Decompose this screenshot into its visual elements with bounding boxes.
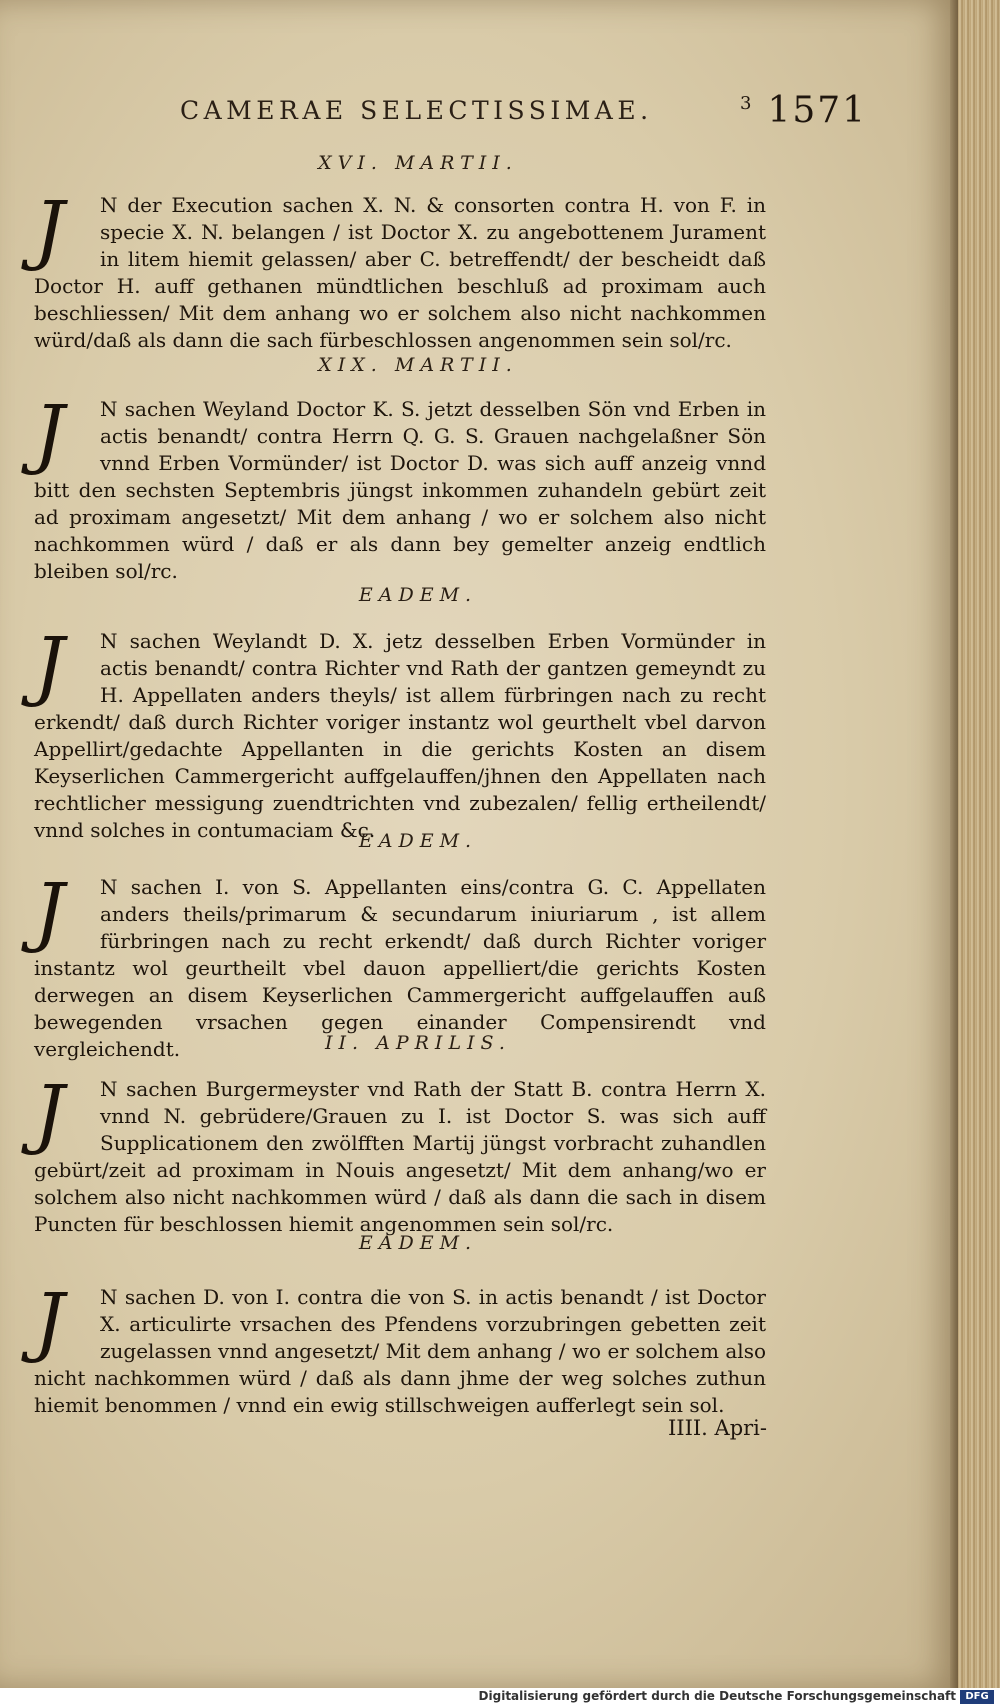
folio-small: 3 [740, 93, 754, 114]
section-date: EADEM. [358, 830, 478, 852]
entry-paragraph [34, 1276, 766, 1419]
page-edges [958, 0, 1000, 1688]
section-date: EADEM. [358, 584, 478, 606]
catchword: IIII. Apri- [668, 1416, 767, 1440]
running-head: CAMERAE SELECTISSIMAE. [180, 96, 653, 125]
entry-paragraph [34, 388, 766, 585]
drop-cap: J [34, 620, 65, 709]
entry-text: N sachen Burgermeyster vnd Rath der Statt B. contra Herrn X. vnnd N. gebrüdere/Grauen zu I. ist Doctor S. was sich auff Supplicationem den zwölfften Martij jüngst vorbracht zuhandlen gebürt/zeit ad proximam in Nouis angesetzt/ Mit dem anhang/wo er solchem also nicht nachkommen würd / daß als dann die sach in disem Puncten für beschlossen hiemit angenommen sein sol/rc. [34, 1077, 766, 1236]
drop-cap: J [34, 1276, 65, 1365]
entry-paragraph [34, 184, 766, 354]
entry-text: N sachen Weylandt D. X. jetz desselben Erben Vormünder in actis benandt/ contra Richter vnd Rath der gantzen gemeyndt zu H. Appellaten anders theyls/ ist allem fürbringen nach zu recht erkendt/ daß durch Richter voriger instantz wol geurthelt vbel darvon Appellirt/gedachte Appellanten in die gerichts Kosten an disem Keyserlichen Cammergericht auffgelauffen/jhnen den Appellaten nach rechtlicher messigung zuendtrichten vnd zubezalen/ fellig ertheilendt/ vnnd solches in contumaciam &c. [34, 629, 766, 842]
entry-text: N sachen I. von S. Appellanten eins/contra G. C. Appellaten anders theils/primarum & secundarum iniuriarum , ist allem fürbringen nach zu recht erkendt/ daß durch Richter voriger instantz wol geurtheilt vbel dauon appelliert/die gerichts Kosten derwegen an disem Keyserlichen Cammergericht auffgelauffen auß bewegenden vrsachen gegen einander Compensirendt vnd vergleichendt. [34, 875, 766, 1061]
drop-cap: J [34, 866, 65, 955]
section-date: XVI. MARTII. [318, 152, 518, 174]
entry-paragraph [34, 1068, 766, 1238]
footer-credit: Digitalisierung gefördert durch die Deutsche Forschungsgemeinschaft [478, 1689, 956, 1703]
drop-cap: J [34, 1068, 65, 1157]
entry-text: N sachen D. von I. contra die von S. in actis benandt / ist Doctor X. articulirte vrsachen des Pfendens vorzubringen gebetten zeit zugelassen vnnd angesetzt/ Mit dem anhang / wo er solchem also nicht nachkommen würd / daß als dann jhme der weg solches zuthun hiemit benommen / vnnd ein ewig stillschweigen aufferlegt sein sol. [34, 1285, 766, 1417]
entry-text: N der Execution sachen X. N. & consorten contra H. von F. in specie X. N. belangen / ist Doctor X. zu angebottenem Jurament in litem hiemit gelassen/ aber C. betreffendt/ der bescheidt daß Doctor H. auff gethanen mündtlichen beschluß ad proximam auch beschliessen/ Mit dem anhang wo er solchem also nicht nachkommen würd/daß als dann die sach fürbeschlossen angenommen sein sol/rc. [34, 193, 766, 352]
section-date: XIX. MARTII. [318, 354, 518, 376]
section-date: II. APRILIS. [325, 1032, 511, 1054]
entry-text: N sachen Weyland Doctor K. S. jetzt desselben Sön vnd Erben in actis benandt/ contra Herrn Q. G. S. Grauen nachgelaßner Sön vnnd Erben Vormünder/ ist Doctor D. was sich auff anzeig vnnd bitt den sechsten Septembris jüngst inkommen zuhandeln gebürt zeit ad proximam angesetzt/ Mit dem anhang / wo er solchem also nicht nachkommen würd / daß er als dann bey gemelter anzeig endtlich bleiben sol/rc. [34, 397, 766, 583]
drop-cap: J [34, 388, 65, 477]
digitization-footer [0, 1688, 1000, 1707]
folio-number [740, 90, 867, 131]
entry-paragraph [34, 620, 766, 844]
section-date: EADEM. [358, 1232, 478, 1254]
drop-cap: J [34, 184, 65, 273]
folio-main: 1571 [767, 90, 868, 131]
dfg-logo: DFG [960, 1690, 994, 1704]
